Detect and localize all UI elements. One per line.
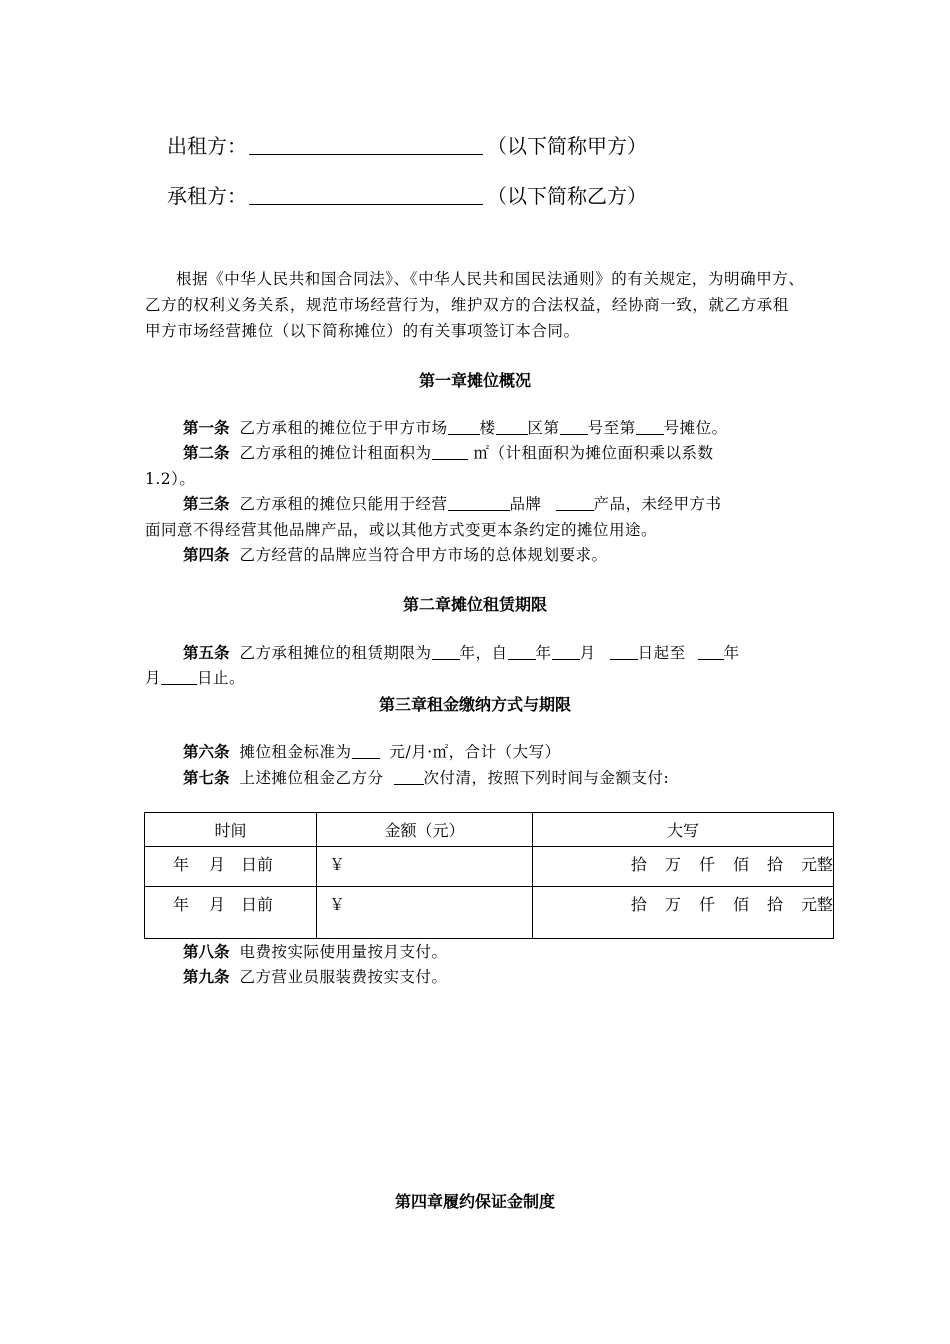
article-5-label: 第五条 [183, 644, 230, 662]
article-1-label: 第一条 [183, 419, 230, 437]
chapter-4-title: 第四章履约保证金制度 [394, 1192, 555, 1211]
header-capital: 大写 [533, 813, 834, 847]
row-2-capital[interactable]: 拾 万 仟 佰 拾 元整 [533, 887, 834, 939]
header-time: 时间 [145, 813, 317, 847]
chapter-3-title: 第三章租金缴纳方式与期限 [378, 695, 571, 714]
row-1-date[interactable]: 年 月 日前 [145, 847, 317, 887]
row-1-amount[interactable]: ￥ [317, 847, 533, 887]
start-month-blank[interactable] [552, 643, 580, 660]
row-2-date[interactable]: 年 月 日前 [145, 887, 317, 939]
article-4-label: 第四条 [183, 546, 230, 564]
end-month-blank[interactable] [161, 668, 197, 685]
rent-rate-blank[interactable] [352, 742, 380, 759]
article-7: 第七条 上述摊位租金乙方分 次付清，按照下列时间与金额支付: [183, 769, 670, 787]
zone-blank[interactable] [496, 418, 528, 435]
brand-blank[interactable] [556, 494, 594, 511]
lessor-label: 出租方： [167, 134, 247, 158]
lessor-line [167, 130, 647, 159]
article-5-cont: 月 日止。 [145, 669, 246, 687]
row-1-capital[interactable]: 拾 万 仟 佰 拾 元整 [533, 847, 834, 887]
lessor-suffix: （以下简称甲方） [487, 134, 647, 158]
article-3-cont: 面同意不得经营其他品牌产品，或以其他方式变更本条约定的摊位用途。 [145, 521, 658, 539]
article-7-label: 第七条 [183, 769, 230, 787]
table-header-row [145, 813, 834, 847]
start-year-blank[interactable] [508, 643, 536, 660]
article-9: 第九条 乙方营业员服装费按实支付。 [183, 968, 448, 986]
article-6: 第六条 摊位租金标准为 元/月·㎡，合计（大写） [183, 743, 561, 761]
chapter-1-title: 第一章摊位概况 [418, 371, 531, 390]
business-blank[interactable] [448, 494, 510, 511]
header-amount: 金额（元） [317, 813, 533, 847]
term-years-blank[interactable] [432, 643, 460, 660]
preamble: 根据《中华人民共和国合同法》、《中华人民共和国民法通则》的有关规定，为明确甲方、乙方的权利义务关系，规范市场经营行为，维护双方的合法权益，经协商一致，就乙方承租甲方市场经营摊位（以下简称摊位）的有关事项签订本合同。 [145, 270, 805, 340]
stall-from-blank[interactable] [560, 418, 588, 435]
lessee-suffix: （以下简称乙方） [487, 184, 647, 208]
article-5: 第五条 乙方承租摊位的租赁期限为 年，自 年 月 日起至 年 [183, 644, 740, 662]
payment-table [144, 812, 834, 939]
article-3-label: 第三条 [183, 495, 230, 513]
article-2: 第二条 乙方承租的摊位计租面积为 ㎡（计租面积为摊位面积乘以系数 [183, 444, 714, 462]
lessee-line [167, 180, 647, 209]
chapter-2-title: 第二章摊位租赁期限 [402, 595, 547, 614]
row-2-amount[interactable]: ￥ [317, 887, 533, 939]
lessee-label: 承租方： [167, 184, 247, 208]
area-blank[interactable] [432, 443, 468, 460]
lessor-name-blank[interactable] [249, 134, 483, 155]
article-1: 第一条 乙方承租的摊位位于甲方市场 楼 区第 号至第 号摊位。 [183, 419, 728, 437]
article-2-cont: 1.2）。 [145, 470, 196, 488]
table-row [145, 847, 834, 887]
installments-blank[interactable] [394, 768, 424, 785]
stall-to-blank[interactable] [636, 418, 664, 435]
start-day-blank[interactable] [610, 643, 638, 660]
article-8: 第八条 电费按实际使用量按月支付。 [183, 943, 448, 961]
floor-blank[interactable] [448, 418, 480, 435]
table-row [145, 887, 834, 939]
article-8-label: 第八条 [183, 943, 230, 961]
article-4: 第四条 乙方经营的品牌应当符合甲方市场的总体规划要求。 [183, 546, 608, 564]
article-9-label: 第九条 [183, 968, 230, 986]
end-year-blank[interactable] [698, 643, 724, 660]
lessee-name-blank[interactable] [249, 184, 483, 205]
article-3: 第三条 乙方承租的摊位只能用于经营 品牌 产品，未经甲方书 [183, 495, 722, 513]
article-2-label: 第二条 [183, 444, 230, 462]
article-6-label: 第六条 [183, 743, 230, 761]
